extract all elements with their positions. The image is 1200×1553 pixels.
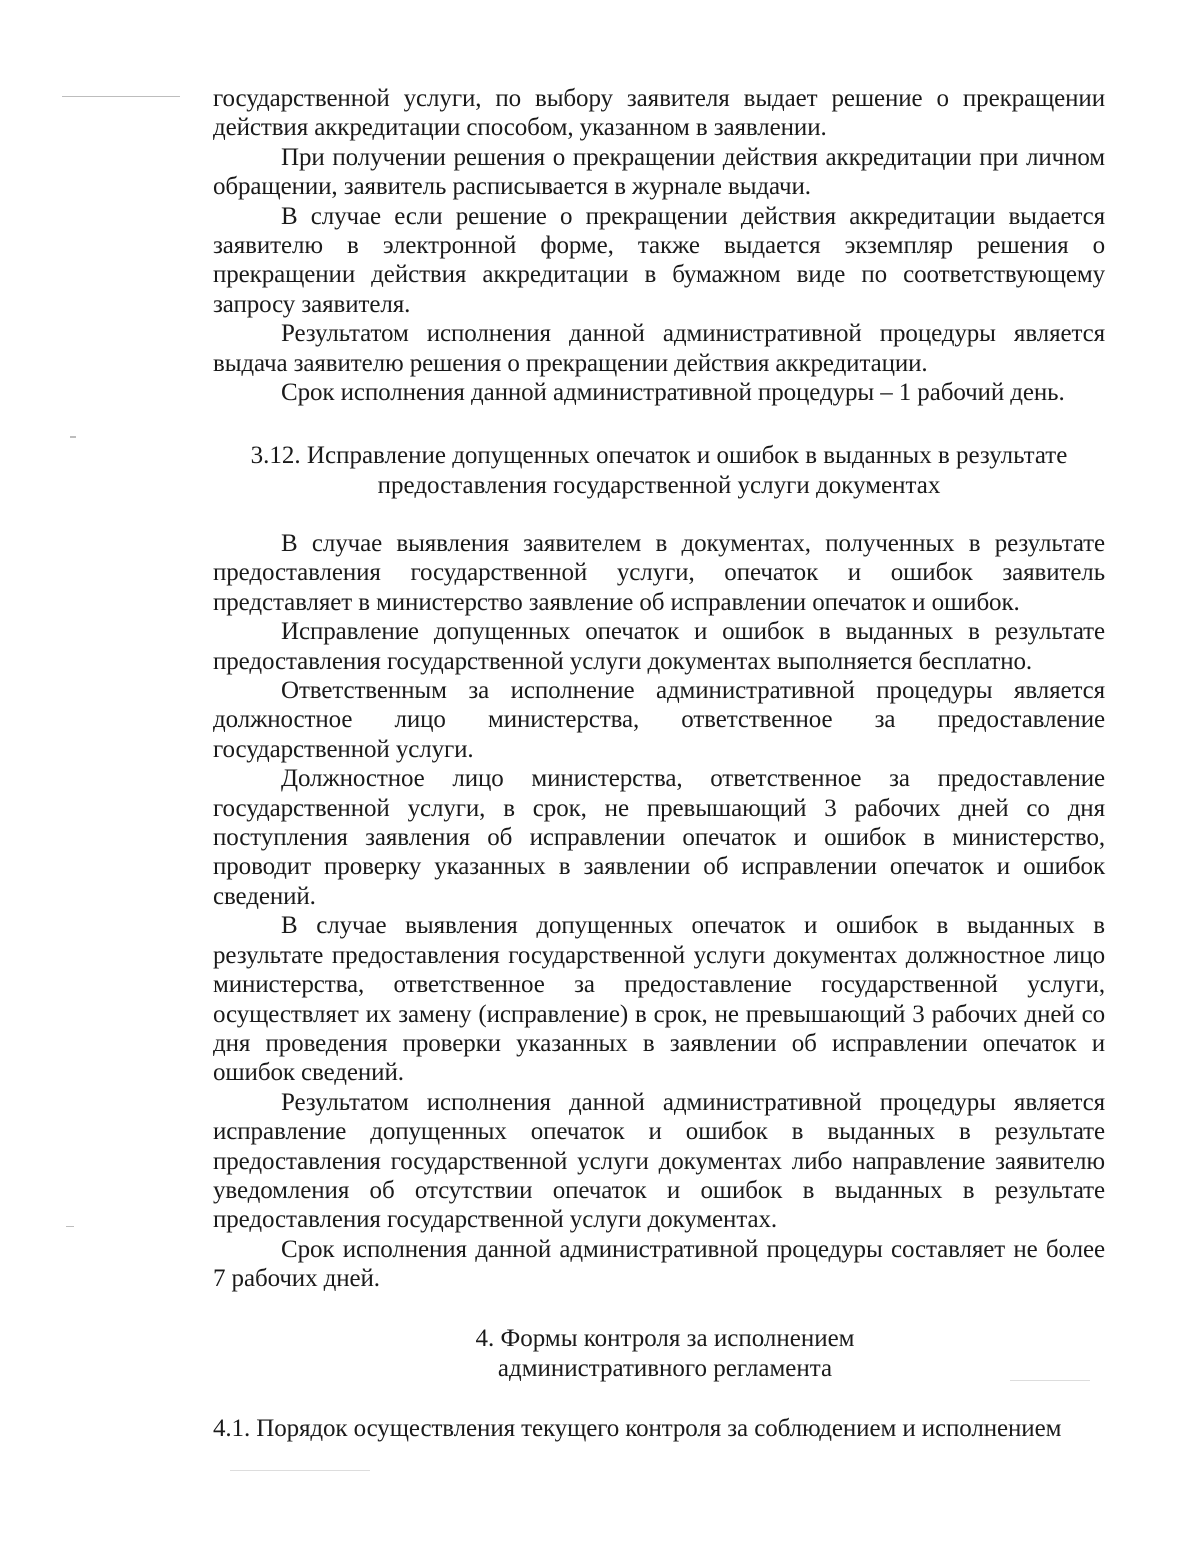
paragraph: В случае если решение о прекращении действия аккредитации выдается заявителю в электронной форме, также выдается экземпляр решения о прекращении действия аккредитации в бумажном виде по соответствующему запросу заявителя. bbox=[213, 202, 1105, 318]
paragraph: Исправление допущенных опечаток и ошибок в выданных в результате предоставления государственной услуги документах выполняется бесплатно. bbox=[213, 618, 1105, 675]
heading-line: административного регламента bbox=[497, 1355, 833, 1382]
scan-noise bbox=[70, 436, 76, 438]
paragraph: Должностное лицо министерства, ответственное за предоставление государственной услуги, в срок, не превышающий 3 рабочих дней со дня поступления заявления об исправлении опечаток и ошибок в министерство, проводит проверку указанных в заявлении об исправлении опечаток и ошибок сведений. bbox=[213, 765, 1105, 910]
paragraph-continuation: государственной услуги, по выбору заявителя выдает решение о прекращении действия аккредитации способом, указанном в заявлении. bbox=[213, 85, 1105, 142]
heading-line: 4. Формы контроля за исполнением bbox=[475, 1325, 855, 1352]
paragraph: Результатом исполнения данной административной процедуры является исправление допущенных опечаток и ошибок в выданных в результате предоставления государственной услуги документах либо направление заявителю уведомления об отсутствии опечаток и ошибок в выданных в результате предоставления государственной услуги документах. bbox=[213, 1088, 1105, 1234]
paragraph-group-1 bbox=[213, 84, 1105, 407]
paragraph: Ответственным за исполнение административной процедуры является должностное лицо министерства, ответственное за предоставление государственной услуги. bbox=[213, 677, 1105, 763]
heading-line: 3.12. Исправление допущенных опечаток и ошибок в выданных в результате bbox=[250, 442, 1068, 469]
subsection-4-1 bbox=[213, 1414, 1105, 1443]
scan-noise bbox=[66, 1226, 74, 1227]
paragraph: В случае выявления заявителем в документах, полученных в результате предоставления государственной услуги, опечаток и ошибок заявитель представляет в министерство заявление об исправлении опечаток и ошибок. bbox=[213, 530, 1105, 616]
paragraph: При получении решения о прекращении действия аккредитации при личном обращении, заявитель расписывается в журнале выдачи. bbox=[213, 143, 1105, 201]
paragraph: В случае выявления допущенных опечаток и ошибок в выданных в результате предоставления государственной услуги документах должностное лицо министерства, ответственное за предоставление государственной услуги, осуществляет их замену (исправление) в срок, не превышающий 3 рабочих дней со дня проведения проверки указанных в заявлении об исправлении опечаток и ошибок сведений. bbox=[213, 912, 1105, 1087]
scan-noise bbox=[230, 1470, 370, 1471]
scan-noise bbox=[1010, 1380, 1090, 1381]
paragraph: Срок исполнения данной административной процедуры – 1 рабочий день. bbox=[281, 379, 1065, 407]
heading-line: предоставления государственной услуги документах bbox=[377, 472, 941, 499]
scan-noise bbox=[62, 96, 180, 97]
paragraph: Срок исполнения данной административной процедуры составляет не более 7 рабочих дней. bbox=[213, 1235, 1105, 1293]
paragraph: 4.1. Порядок осуществления текущего контроля за соблюдением и исполнением bbox=[213, 1415, 1062, 1442]
paragraph-group-2 bbox=[213, 529, 1105, 1294]
section-heading-4 bbox=[400, 1324, 930, 1384]
paragraph: Результатом исполнения данной административной процедуры является выдача заявителю решения о прекращении действия аккредитации. bbox=[213, 320, 1105, 377]
section-heading-3-12 bbox=[213, 441, 1105, 501]
